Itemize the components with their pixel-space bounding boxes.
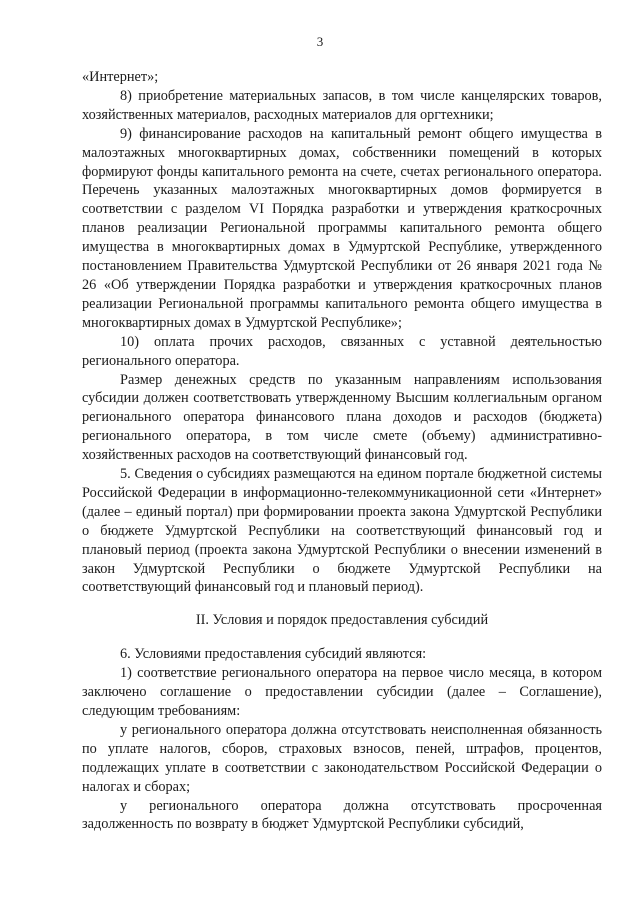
document-body [82,68,602,834]
paragraph-requirement-taxes: у регионального оператора должна отсутствовать неисполненная обязанность по уплате налогов, сборов, страховых взносов, пеней, штрафов, процентов, подлежащих уплате в соответствии с законодательством Российской Федерации о налогах и сборах; [82,721,602,795]
paragraph-section-5: 5. Сведения о субсидиях размещаются на едином портале бюджетной системы Российской Федерации в информационно-телекоммуникационной сети «Интернет» (далее – единый портал) при формировании проекта закона Удмуртской Республики о бюджете Удмуртской Республики на соответствующий финансовый год и плановый период (проекта закона Удмуртской Республики о внесении изменений в закон Удмуртской Республики о бюджете Удмуртской Республики на соответствующий финансовый год и плановый период). [82,466,602,596]
paragraph-section-6: 6. Условиями предоставления субсидий являются: [120,646,427,663]
paragraph-continuation: «Интернет»; [82,69,159,85]
paragraph-item-10: 10) оплата прочих расходов, связанных с уставной деятельностью регионального оператора. [82,333,602,369]
page-number: 3 [316,34,324,49]
paragraph-item-8: 8) приобретение материальных запасов, в том числе канцелярских товаров, хозяйственных материалов, расходных материалов для оргтехники; [82,87,602,123]
paragraph-item-9: 9) финансирование расходов на капитальный ремонт общего имущества в малоэтажных многоквартирных домах, собственники помещений в которых формируют фонды капитального ремонта на счете, счетах регионального оператора. Перечень указанных малоэтажных многоквартирных домов формируется в соответствии с разделом VI Порядка разработки и утверждения краткосрочных планов реализации Региональной программы капитального ремонта общего имущества в многоквартирных домах в Удмуртской Республике, утвержденного постановлением Правительства Удмуртской Республики от 26 января 2021 года № 26 «Об утверждении Порядка разработки и утверждения краткосрочных планов реализации Региональной программы капитального ремонта общего имущества в многоквартирных домах в Удмуртской Республике»; [82,125,602,331]
paragraph-subsidy-amount: Размер денежных средств по указанным направлениям использования субсидии должен соответствовать утвержденному Высшим коллегиальным органом регионального оператора финансового плана доходов и расходов (бюджета) регионального оператора, в том числе смете (объему) административно-хозяйственных расходов на соответствующий финансовый год. [82,371,602,464]
paragraph-requirement-debt: у регионального оператора должна отсутствовать просроченная задолженность по возврату в бюджет Удмуртской Республики субсидий, [82,797,602,833]
section-heading: II. Условия и порядок предоставления субсидий [195,612,489,629]
paragraph-item-1: 1) соответствие регионального оператора на первое число месяца, в котором заключено соглашение о предоставлении субсидии (далее – Соглашение), следующим требованиям: [82,665,602,719]
